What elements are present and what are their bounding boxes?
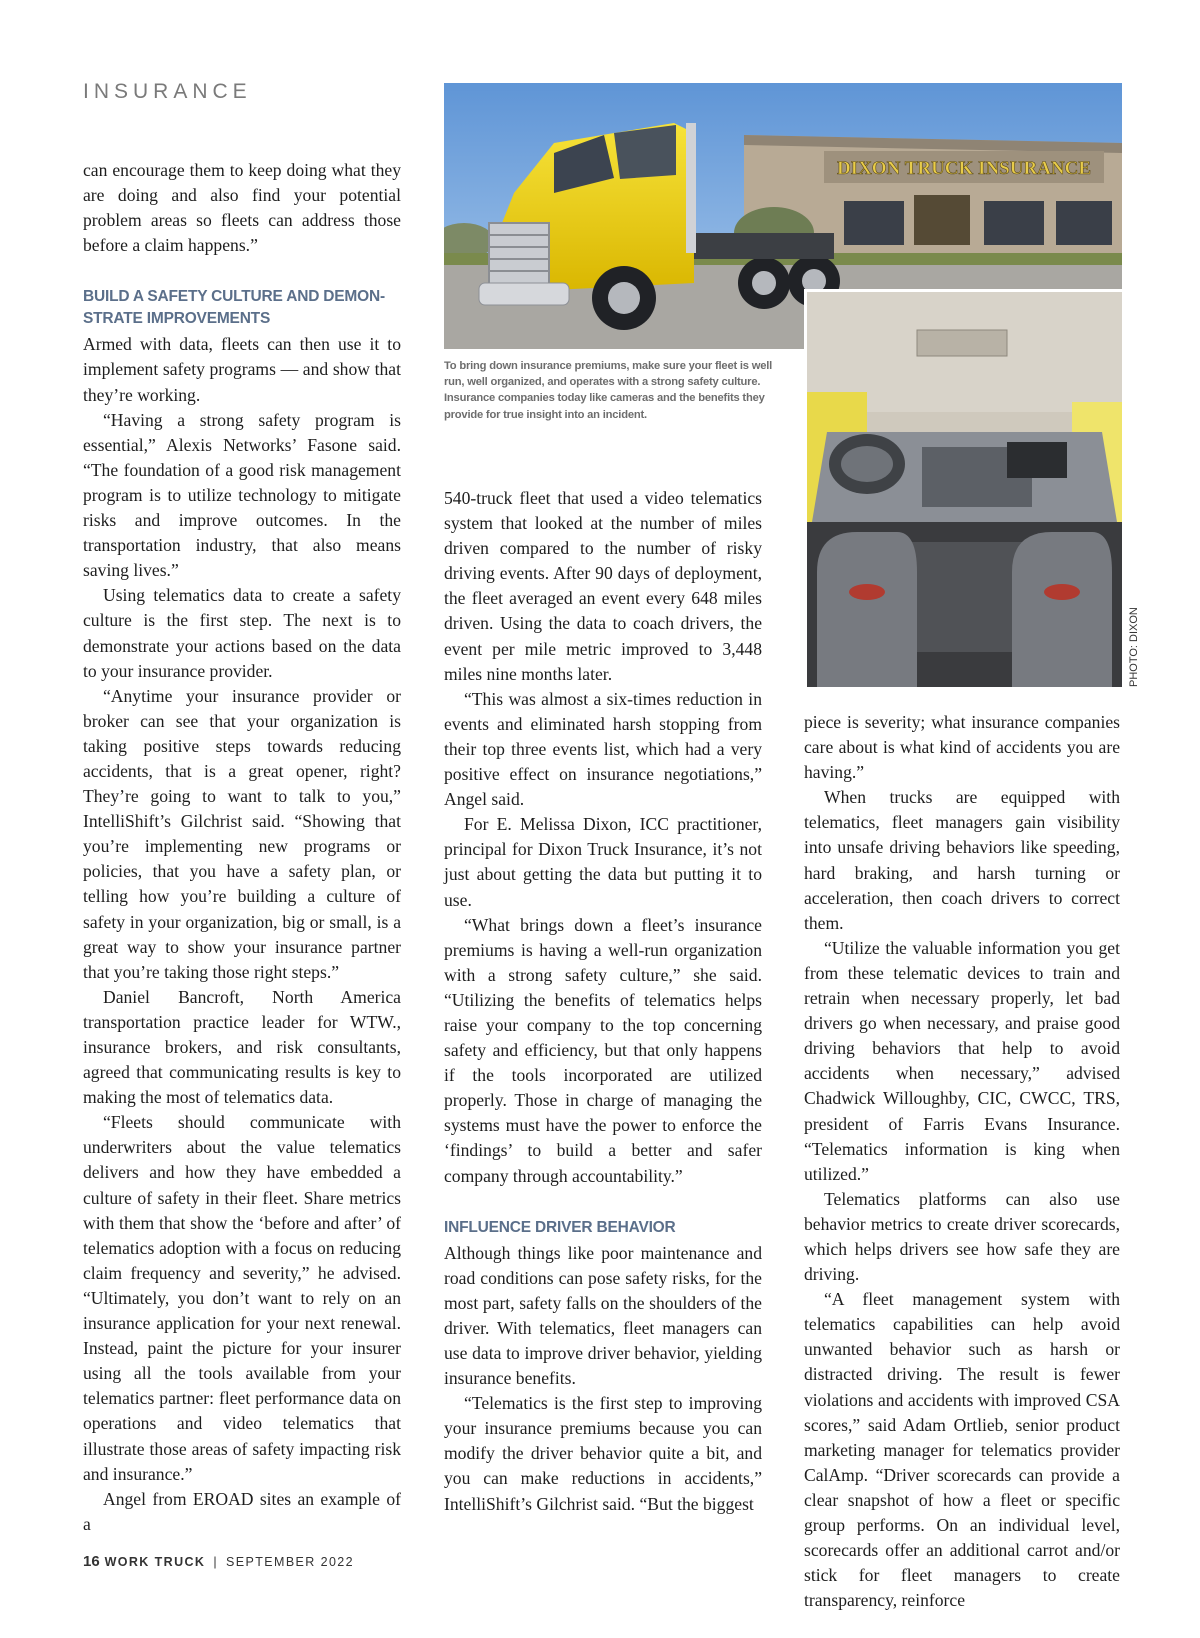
page-footer: [83, 1553, 354, 1570]
paragraph: 540-truck fleet that used a video telematics system that looked at the number of miles driven compared to the number of risky driving events. After 90 days of deployment, the fleet averaged an event every 648 miles driven. Using the data to coach drivers, the event per mile metric improved to 3,448 miles nine months later.: [444, 488, 762, 684]
paragraph: Although things like poor maintenance and road conditions can pose safety risks, for the most part, safety falls on the shoulders of the driver. With telematics, fleet managers can use data to improve driver behavior, yielding insurance benefits.: [444, 1242, 762, 1389]
section-label: INSURANCE: [83, 80, 252, 103]
paragraph: “What brings down a fleet’s insurance premiums is having a well-run organization with a strong safety culture,” she said. “Utilizing the benefits of telematics helps raise your company to the top concerning safety and efficiency, but that only happens if the tools incorporated are utilized properly. Those in charge of managing the systems must have the power to enforce the ‘findings’ to build a better and safer company through accountability.”: [444, 914, 762, 1186]
paragraph: “Fleets should communicate with underwriters about the value telematics delivers and how they have embedded a culture of safety in their fleet. Share metrics with them that show the ‘before and after’ of telematics adoption with a focus on reducing claim frequency and severity,” he advised. “Ultimately, you don’t want to rely on an insurance application for your next renewal. Instead, paint the picture for your insurer using all the tools available from your telematics partner: fleet performance data on operations and video telematics that illustrate those areas of safety impacting risk and insurance.”: [83, 1112, 401, 1484]
paragraph: “This was almost a six-times reduction in events and eliminated harsh stopping from their top three events list, which had a very positive effect on insurance negotiations,” Angel said.: [444, 688, 762, 810]
issue-date: SEPTEMBER 2022: [226, 1555, 354, 1569]
section-heading: BUILD A SAFETY CULTURE AND DEMON-STRATE IMPROVEMENTS: [83, 288, 385, 328]
paragraph: can encourage them to keep doing what they are doing and also find your potential problem areas so fleets can address those before a claim happens.”: [83, 160, 401, 256]
footer-separator: |: [213, 1555, 219, 1569]
paragraph: Armed with data, fleets can then use it to implement safety programs — and show that they’re working.: [83, 334, 401, 405]
paragraph: When trucks are equipped with telematics, fleet managers gain visibility into unsafe driving behaviors like speeding, hard braking, and harsh turning or acceleration, then coach drivers to correct them.: [804, 787, 1120, 933]
paragraph: For E. Melissa Dixon, ICC practitioner, principal for Dixon Truck Insurance, it’s not just about getting the data but putting it to use.: [444, 814, 762, 910]
paragraph: “Utilize the valuable information you get from these telematic devices to train and retrain when necessary properly, let bad drivers go when necessary, and praise good driving behaviors that help to avoid accidents when necessary,” advised Chadwick Willoughby, CIC, CWCC, TRS, president of Farris Evans Insurance. “Telematics information is king when utilized.”: [804, 937, 1120, 1184]
magazine-name: WORK TRUCK: [104, 1555, 206, 1569]
paragraph: “Anytime your insurance provider or broker can see that your organization is taking positive steps towards reducing accidents, that is a great opener, right? They’re going to want to talk to you,” IntelliShift’s Gilchrist said. “Showing that you’re implementing new programs or policies, that you have a safety plan, or telling how you’re building a culture of safety in your organization, big or small, is a great way to show your insurance partner that you’re taking those right steps.”: [83, 685, 401, 982]
photo-caption: To bring down insurance premiums, make sure your fleet is well run, well organized, and operates with a strong safety culture. Insurance companies today like cameras and the benefits they provide for true insight into an incident.: [444, 360, 773, 421]
photo-credit: PHOTO: DIXON: [1128, 607, 1140, 687]
paragraph: Using telematics data to create a safety culture is the first step. The next is to demonstrate your actions based on the data to your insurance provider.: [83, 585, 401, 681]
page-number: 16: [83, 1553, 100, 1570]
paragraph: Angel from EROAD sites an example of a: [83, 1488, 401, 1534]
column-1: [83, 158, 401, 1537]
section-heading: INFLUENCE DRIVER BEHAVIOR: [444, 1218, 676, 1236]
paragraph: piece is severity; what insurance companies care about is what kind of accidents you are having.”: [804, 712, 1120, 783]
paragraph: Daniel Bancroft, North America transportation practice leader for WTW., insurance brokers, and risk consultants, agreed that communicating results is key to making the most of telematics data.: [83, 986, 401, 1108]
paragraph: “Telematics is the first step to improving your insurance premiums because you can modify the driver behavior quite a bit, and you can make reductions in accidents,” IntelliShift’s Gilchrist said. “But the biggest: [444, 1393, 762, 1514]
paragraph: “Having a strong safety program is essential,” Alexis Networks’ Fasone said. “The foundation of a good risk management program is to utilize technology to mitigate risks and improve outcomes. In the transportation industry, that also means saving lives.”: [83, 409, 401, 581]
paragraph: “A fleet management system with telematics capabilities can help avoid unwanted behavior such as harsh or distracted driving. The result is fewer violations and accidents with improved CSA scores,” said Adam Ortlieb, senior product marketing manager for telematics provider CalAmp. “Driver scorecards can provide a clear snapshot of how a fleet or specific group performs. On an individual level, scorecards offer an additional carrot and/or stick for fleet managers to create transparency, reinforce: [804, 1289, 1120, 1611]
building-sign: DIXON TRUCK INSURANCE: [836, 158, 1092, 179]
paragraph: Telematics platforms can also use behavior metrics to create driver scorecards, which helps drivers see how safe they are driving.: [804, 1188, 1120, 1285]
column-3: [804, 710, 1120, 1613]
column-2: [444, 486, 762, 1517]
cab-interior-photo: [804, 289, 1122, 687]
